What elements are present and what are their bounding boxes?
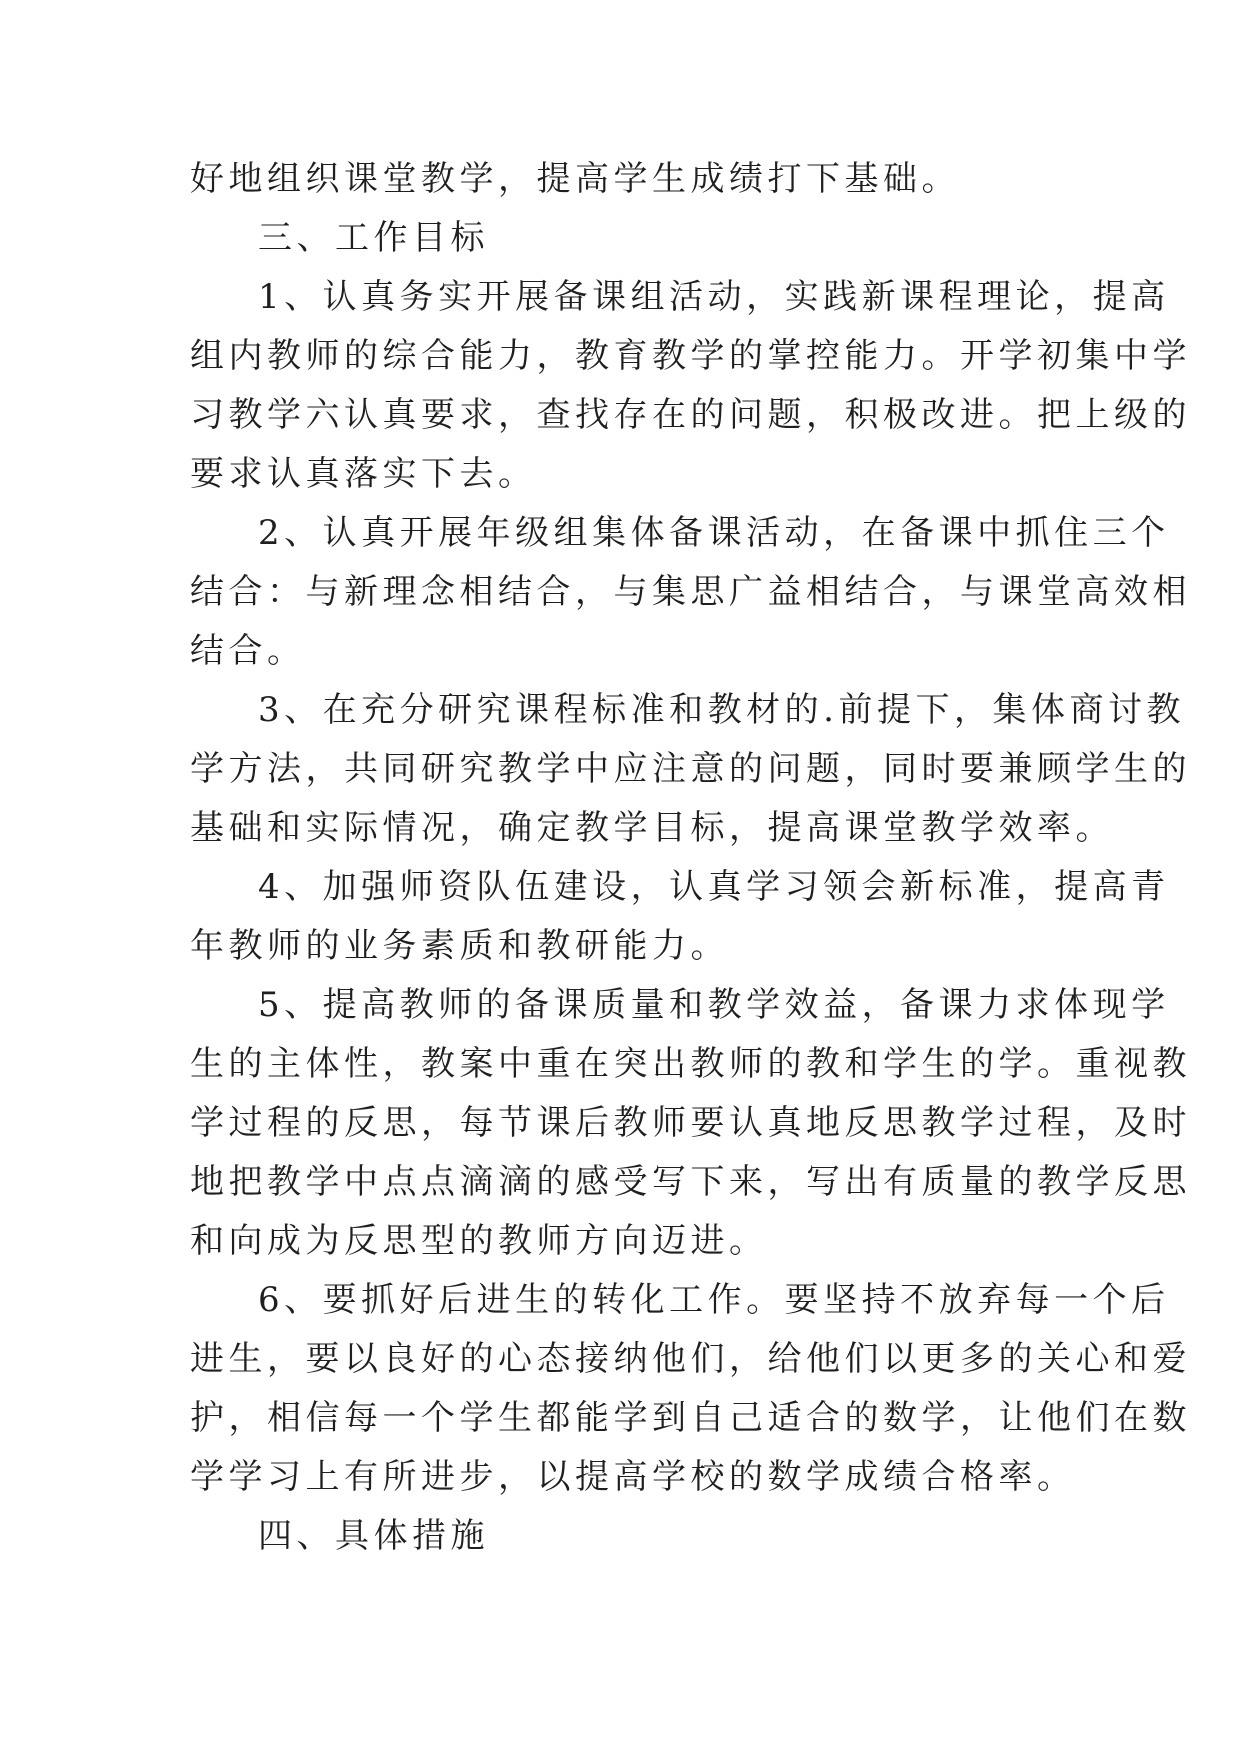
text-line: 和向成为反思型的教师方向迈进。: [190, 1221, 768, 1261]
text-line: 好地组织课堂教学，提高学生成绩打下基础。: [190, 159, 960, 199]
text-line: 结合：与新理念相结合，与集思广益相结合，与课堂高效相: [190, 572, 1191, 612]
section-heading: 四、具体措施: [258, 1516, 489, 1556]
text-line: 4、加强师资队伍建设，认真学习领会新标准，提高青: [258, 867, 1170, 907]
text-line: 年教师的业务素质和教研能力。: [190, 926, 729, 966]
text-line: 基础和实际情况，确定教学目标，提高课堂教学效率。: [190, 808, 1114, 848]
text-line: 生的主体性，教案中重在突出教师的教和学生的学。重视教: [190, 1044, 1191, 1084]
text-line: 6、要抓好后进生的转化工作。要坚持不放弃每一个后: [258, 1280, 1170, 1320]
text-line: 习教学六认真要求，查找存在的问题，积极改进。把上级的: [190, 395, 1191, 435]
text-line: 学学习上有所进步，以提高学校的数学成绩合格率。: [190, 1457, 1076, 1497]
text-line: 组内教师的综合能力，教育教学的掌控能力。开学初集中学: [190, 336, 1191, 376]
text-line: 地把教学中点点滴滴的感受写下来，写出有质量的教学反思: [190, 1162, 1191, 1202]
text-line: 要求认真落实下去。: [190, 454, 537, 494]
text-line: 1、认真务实开展备课组活动，实践新课程理论，提高: [258, 277, 1170, 317]
text-line: 学过程的反思，每节课后教师要认真地反思教学过程，及时: [190, 1103, 1191, 1143]
text-line: 3、在充分研究课程标准和教材的.前提下，集体商讨教: [258, 690, 1185, 730]
document-page: [190, 150, 1191, 1566]
section-heading: 三、工作目标: [258, 218, 489, 258]
text-line: 学方法，共同研究教学中应注意的问题，同时要兼顾学生的: [190, 749, 1191, 789]
text-line: 进生，要以良好的心态接纳他们，给他们以更多的关心和爱: [190, 1339, 1191, 1379]
text-line: 5、提高教师的备课质量和教学效益，备课力求体现学: [258, 985, 1170, 1025]
text-line: 护，相信每一个学生都能学到自己适合的数学，让他们在数: [190, 1398, 1191, 1438]
text-line: 2、认真开展年级组集体备课活动，在备课中抓住三个: [258, 513, 1170, 553]
text-line: 结合。: [190, 631, 306, 671]
